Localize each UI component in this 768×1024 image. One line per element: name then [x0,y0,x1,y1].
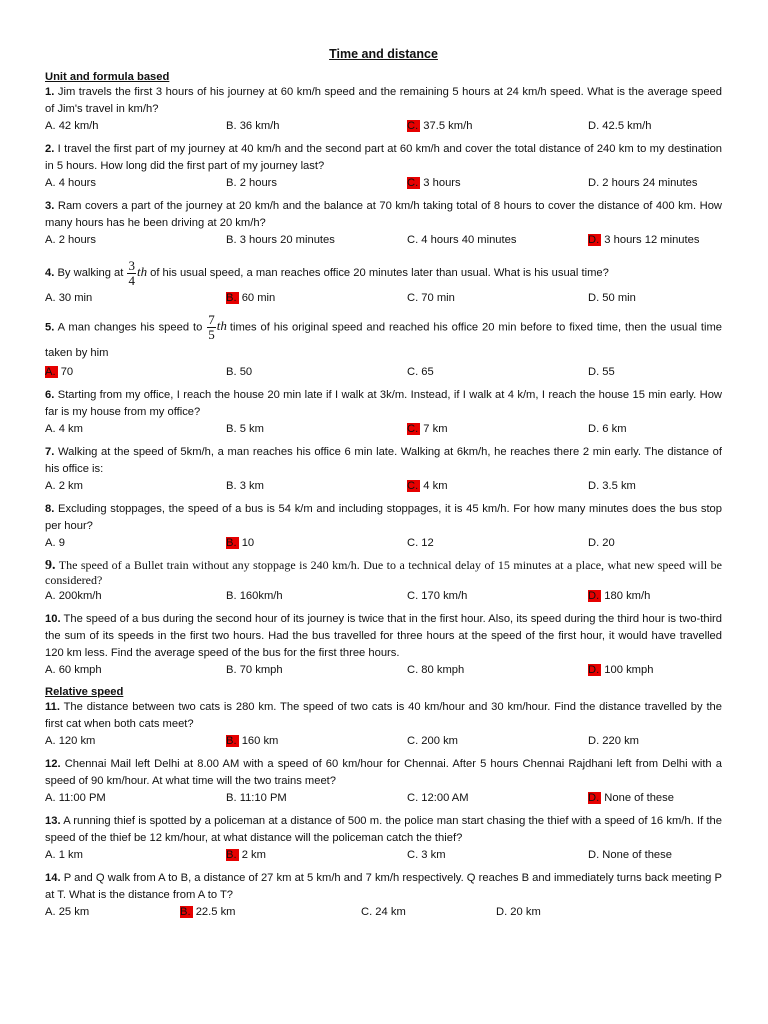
question-body: Starting from my office, I reach the house 20 min late if I walk at 3k/m. Instead, if I walk at 4 k/m, I reach the house 15 min early. How far is my house from my office? [45,389,723,418]
option-text: 3 km [421,849,446,861]
unit-question-list [45,84,722,678]
option-letter: C. [361,906,373,918]
question-body: Ram covers a part of the journey at 20 km/h and the balance at 70 km/h taking total of 8 hours to cover the distance of 400 km. How many hours has he been driving at 20 km/h? [45,200,722,229]
fraction-suffix: th [136,264,148,279]
option-text: 36 km/h [239,120,280,132]
option-letter: A. [45,234,56,246]
answer-options [45,663,722,678]
correct-answer-marker: D. [588,590,600,602]
question-item [45,699,722,749]
question-number: 2. [45,143,55,155]
correct-answer-marker: B. [226,537,237,549]
question-body: P and Q walk from A to B, a distance of 27 km at 5 km/h and 7 km/h respectively. Q reaches B and immediately turns back meeting P at T. What is the distance from A to T? [45,872,722,901]
option-text: 180 km/h [604,590,651,602]
question-number: 4. [45,267,55,279]
option-text: 3 hours [423,177,461,189]
answer-option [226,663,407,678]
question-text-after: times of his original speed and reached his office 20 min before to fixed time, then the usual time taken by him [45,321,722,359]
option-text: 4 hours 40 minutes [421,234,517,246]
option-text: 2 hours [58,234,97,246]
question-text [45,870,722,904]
answer-option [45,233,226,248]
option-letter: C. [407,849,419,861]
question-text [45,255,722,290]
option-letter: A. [45,906,56,918]
question-item [45,813,722,863]
answer-option [45,479,226,494]
question-text [45,699,722,733]
question-number: 9. [45,558,56,573]
option-text: 2 km [58,480,83,492]
question-text [45,84,722,118]
option-text: 20 [602,537,615,549]
question-item [45,756,722,806]
option-text: 2 hours 24 minutes [602,177,698,189]
option-text: 170 km/h [421,590,468,602]
question-number: 10. [45,613,61,625]
correct-answer-marker: B. [180,906,191,918]
answer-option [361,905,496,920]
answer-option [407,233,588,248]
option-text: 4 km [58,423,83,435]
answer-options [45,479,722,494]
correct-answer-marker: C. [407,423,419,435]
answer-option [226,791,407,806]
answer-option [45,589,226,604]
option-letter: A. [45,590,56,602]
fraction-suffix: th [216,318,227,334]
answer-option [45,422,226,437]
question-text [45,756,722,790]
option-text: 3.5 km [602,480,636,492]
question-body: A running thief is spotted by a policeman at a distance of 500 m. the police man start chasing the thief with a speed of 16 km/h. If the speed of the thief be 12 km/hour, at what distance will the policeman catch the thief? [45,815,722,844]
question-text [45,387,722,421]
option-text: 1 km [58,849,83,861]
option-letter: C. [407,590,419,602]
option-text: 5 km [239,423,264,435]
correct-answer-marker: B. [226,292,237,304]
answer-option [407,589,588,604]
answer-options [45,291,722,306]
correct-answer-marker: D. [588,792,600,804]
option-text: 12:00 AM [421,792,469,804]
question-item [45,141,722,191]
answer-option [45,848,226,863]
option-text: 65 [421,366,434,378]
option-letter: A. [45,120,56,132]
option-text: 120 km [58,735,96,747]
answer-option [588,119,768,134]
question-body: The distance between two cats is 280 km. The speed of two cats is 40 km/hour and 30 km/hour. Find the distance travelled by the first cat when both cats meet? [45,701,723,730]
answer-options [45,365,722,380]
answer-option [45,119,226,134]
answer-option [588,422,768,437]
option-letter: A. [45,177,56,189]
option-text: 9 [58,537,65,549]
option-text: 100 kmph [604,664,654,676]
correct-answer-marker: B. [226,849,237,861]
option-text: 4 hours [58,177,97,189]
fraction-denominator: 4 [128,272,135,288]
answer-option [407,176,588,191]
relative-question-list [45,699,722,920]
answer-option [407,791,588,806]
question-number: 12. [45,758,61,770]
option-letter: C. [407,537,419,549]
question-item [45,611,722,678]
worksheet-page [45,46,722,927]
option-letter: D. [588,177,600,189]
option-letter: D. [588,480,600,492]
option-text: 80 kmph [421,664,465,676]
answer-option [407,291,588,306]
option-text: 70 [60,366,74,378]
page-title: Time and distance [329,47,438,61]
option-letter: B. [226,590,237,602]
option-text: 6 km [602,423,627,435]
option-text: 160km/h [239,590,283,602]
option-letter: C. [407,292,419,304]
option-letter: B. [226,120,237,132]
answer-option [407,663,588,678]
option-text: 42.5 km/h [602,120,652,132]
option-letter: D. [588,849,600,861]
option-letter: B. [226,664,237,676]
answer-option [226,734,407,749]
answer-option [588,791,768,806]
option-letter: C. [407,664,419,676]
question-text-before: A man changes his speed to [57,321,203,334]
question-item [45,387,722,437]
answer-option [180,905,361,920]
section-heading-relative: Relative speed [45,686,124,698]
option-letter: A. [45,849,56,861]
answer-option [588,848,768,863]
question-item [45,558,722,604]
answer-option [226,536,407,551]
answer-option [588,365,768,380]
question-text-after: of his usual speed, a man reaches office 20 minutes later than usual. What is his usual time? [150,267,609,279]
option-text: 22.5 km [195,906,236,918]
question-text [45,558,722,588]
question-number: 5. [45,321,55,334]
answer-options [45,536,722,551]
option-text: 7 km [423,423,448,435]
question-number: 13. [45,815,61,827]
answer-option [407,536,588,551]
question-item [45,198,722,248]
option-letter: C. [407,234,419,246]
question-text [45,611,722,662]
option-letter: B. [226,480,237,492]
option-text: None of these [604,792,674,804]
option-text: 30 min [58,292,93,304]
question-body: Excluding stoppages, the speed of a bus is 54 k/m and including stoppages, it is 45 km/h. For how many minutes does the bus stop per hour? [45,503,723,532]
option-text: 3 km [239,480,264,492]
answer-option [226,176,407,191]
fraction-numerator: 3 [128,257,135,273]
option-text: 11:10 PM [239,792,287,804]
question-body: Walking at the speed of 5km/h, a man reaches his office 6 min late. Walking at 6km/h, he reaches there 2 min early. The distance of his office is: [45,446,723,475]
option-letter: A. [45,423,56,435]
question-item [45,255,722,306]
answer-option [45,663,226,678]
section-heading-unit: Unit and formula based [45,71,170,83]
question-text [45,444,722,478]
option-letter: A. [45,792,56,804]
answer-option [45,905,180,920]
answer-options [45,176,722,191]
answer-option [407,848,588,863]
option-text: 220 km [602,735,639,747]
option-text: 12 [421,537,434,549]
correct-answer-marker: A. [45,366,56,378]
option-text: 2 hours [239,177,278,189]
option-letter: B. [226,366,237,378]
option-text: 50 min [602,292,636,304]
option-text: 3 hours 20 minutes [239,234,335,246]
answer-options [45,589,722,604]
option-letter: D. [588,735,600,747]
question-item [45,501,722,551]
question-text [45,813,722,847]
answer-option [226,479,407,494]
option-text: 70 kmph [239,664,283,676]
option-letter: D. [588,120,600,132]
answer-options [45,734,722,749]
answer-option [45,176,226,191]
question-item [45,444,722,494]
answer-option [588,663,768,678]
question-body: Jim travels the first 3 hours of his journey at 60 km/h speed and the remaining 5 hours at 24 km/h speed. What is the average speed of Jim's travel in km/h? [45,86,722,115]
answer-option [407,479,588,494]
option-letter: A. [45,735,56,747]
option-text: 200 km [421,735,458,747]
option-text: 3 hours 12 minutes [604,234,700,246]
option-letter: B. [226,792,237,804]
option-letter: D. [496,906,508,918]
question-number: 1. [45,86,55,98]
fraction [207,313,216,342]
option-letter: C. [407,735,419,747]
correct-answer-marker: C. [407,120,419,132]
correct-answer-marker: B. [226,735,237,747]
option-letter: D. [588,537,600,549]
question-text-before: By walking at [57,267,124,279]
answer-option [226,422,407,437]
option-letter: C. [407,366,419,378]
question-text [45,141,722,175]
option-letter: B. [226,177,237,189]
option-text: 42 km/h [58,120,99,132]
answer-option [226,119,407,134]
answer-option [45,365,226,380]
answer-option [588,233,768,248]
answer-option [45,734,226,749]
answer-option [407,365,588,380]
question-body: The speed of a bus during the second hour of its journey is twice that in the first hour. Also, its speed during the third hour is two-third the sum of its speeds in the first two hours. Had the bus travelled for three hours at the speed of the first hour, it would have travelled 120 km less. Find the average speed of the bus for the first three hours. [45,613,723,659]
option-text: None of these [602,849,672,861]
option-letter: A. [45,292,56,304]
answer-option [45,291,226,306]
option-text: 60 kmph [58,664,102,676]
answer-option [588,479,768,494]
option-letter: B. [226,234,237,246]
option-text: 25 km [58,906,90,918]
question-number: 11. [45,701,60,713]
answer-option [226,589,407,604]
question-number: 8. [45,503,55,515]
question-body: Chennai Mail left Delhi at 8.00 AM with a speed of 60 km/hour for Chennai. After 5 hours Chennai Rajdhani left from Delhi with a speed of 90 km/hour. At what time will the two trains meet? [45,758,722,787]
fraction [127,259,136,288]
option-text: 20 km [510,906,541,918]
answer-option [45,536,226,551]
question-number: 14. [45,872,61,884]
answer-option [496,905,631,920]
question-item [45,870,722,920]
option-text: 60 min [241,292,276,304]
option-text: 4 km [423,480,448,492]
option-text: 2 km [241,849,266,861]
option-letter: D. [588,366,600,378]
answer-option [226,365,407,380]
option-letter: B. [226,423,237,435]
question-number: 3. [45,200,55,212]
answer-option [226,291,407,306]
answer-option [588,536,768,551]
correct-answer-marker: C. [407,177,419,189]
option-text: 10 [241,537,255,549]
option-text: 70 min [421,292,455,304]
question-text [45,501,722,535]
option-letter: C. [407,792,419,804]
answer-option [226,233,407,248]
option-letter: A. [45,664,56,676]
answer-option [45,791,226,806]
answer-options [45,233,722,248]
answer-options [45,791,722,806]
option-letter: A. [45,537,56,549]
question-text [45,313,722,364]
answer-option [226,848,407,863]
correct-answer-marker: D. [588,664,600,676]
answer-option [588,589,768,604]
answer-option [407,734,588,749]
question-body: The speed of a Bullet train without any stoppage is 240 km/h. Due to a technical delay of 15 minutes at a place, what new speed will be considered? [45,558,722,587]
option-letter: D. [588,423,600,435]
answer-option [407,119,588,134]
option-letter: A. [45,480,56,492]
question-item [45,84,722,134]
question-number: 7. [45,446,55,458]
option-text: 37.5 km/h [423,120,473,132]
question-text [45,198,722,232]
option-text: 200km/h [58,590,102,602]
answer-options [45,905,722,920]
option-text: 55 [602,366,615,378]
question-number: 6. [45,389,55,401]
answer-options [45,848,722,863]
answer-options [45,422,722,437]
answer-option [588,176,768,191]
fraction-numerator: 7 [208,312,215,327]
correct-answer-marker: D. [588,234,600,246]
answer-options [45,119,722,134]
option-text: 11:00 PM [58,792,106,804]
correct-answer-marker: C. [407,480,419,492]
question-item [45,313,722,380]
option-text: 50 [239,366,253,378]
option-text: 24 km [375,906,406,918]
option-text: 160 km [241,735,279,747]
fraction-denominator: 5 [208,327,215,342]
answer-option [588,734,768,749]
answer-option [407,422,588,437]
option-letter: D. [588,292,600,304]
question-body: I travel the first part of my journey at 40 km/h and the second part at 60 km/h and cover the total distance of 240 km to my destination in 5 hours. How long did the first part of my journey last? [45,143,723,172]
answer-option [588,291,768,306]
